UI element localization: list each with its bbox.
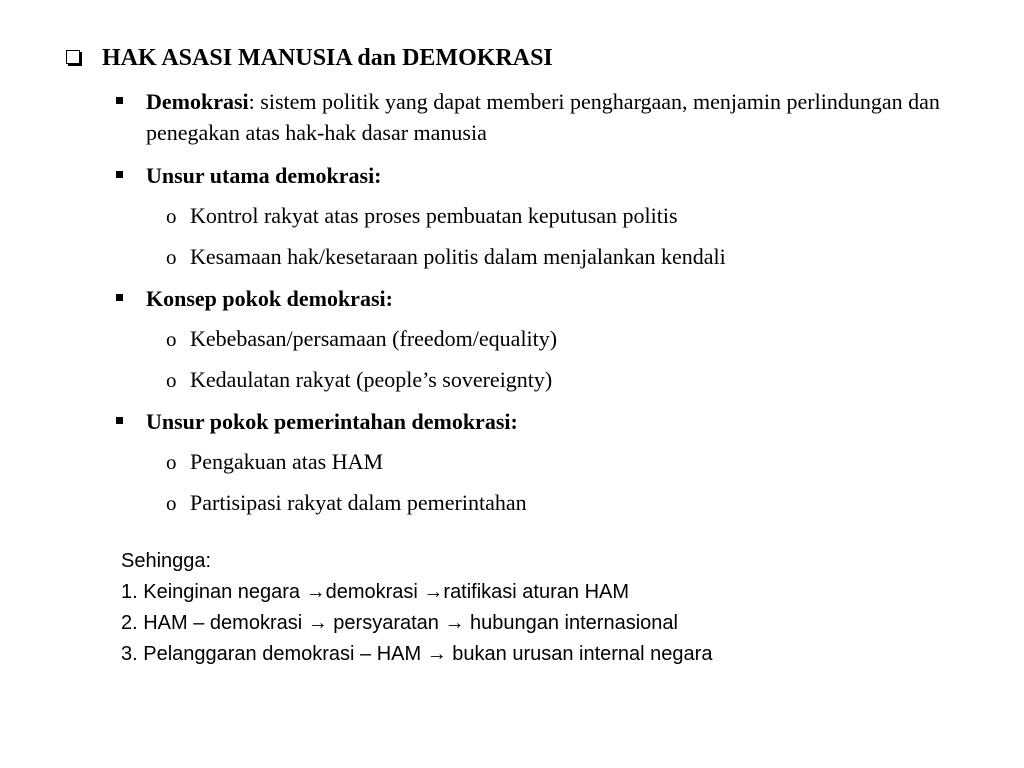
checkbox-bullet-icon [66, 50, 80, 64]
circle-bullet-icon: o [166, 368, 177, 392]
circle-bullet-icon: o [166, 327, 177, 351]
sub-item-text: Kedaulatan rakyat (people’s sovereignty) [190, 367, 553, 392]
circle-bullet-icon: o [166, 450, 177, 474]
sub-item-text: Kesamaan hak/kesetaraan politis dalam menjalankan kendali [190, 244, 726, 269]
square-bullet-icon [116, 294, 123, 301]
bullet-term: Konsep pokok demokrasi: [146, 286, 393, 311]
slide-title-row [66, 44, 553, 72]
bullet-text: : sistem politik yang dapat memberi penghargaan, menjamin perlindungan dan penegakan atas hak-hak dasar manusia [146, 89, 940, 145]
bullet-term: Demokrasi [146, 89, 249, 114]
circle-bullet-icon: o [166, 204, 177, 228]
square-bullet-icon [116, 97, 123, 104]
square-bullet-icon [116, 171, 123, 178]
bullet-term: Unsur utama demokrasi: [146, 163, 382, 188]
circle-bullet-icon: o [166, 245, 177, 269]
sub-item [166, 325, 558, 353]
bullet-item-konsep-pokok [146, 283, 946, 314]
sub-item-text: Kontrol rakyat atas proses pembuatan keputusan politis [190, 203, 678, 228]
bullet-item-demokrasi [146, 86, 946, 148]
sub-item [166, 243, 726, 271]
conclusion-line: 1. Keinginan negara →demokrasi →ratifikasi aturan HAM [121, 581, 630, 603]
conclusion-heading: Sehingga: [121, 550, 212, 572]
sub-item-text: Pengakuan atas HAM [190, 449, 384, 474]
conclusion-line: 2. HAM – demokrasi → persyaratan → hubungan internasional [121, 612, 678, 634]
slide-title: HAK ASASI MANUSIA dan DEMOKRASI [102, 45, 553, 71]
bullet-term: Unsur pokok pemerintahan demokrasi: [146, 409, 518, 434]
sub-item-text: Partisipasi rakyat dalam pemerintahan [190, 490, 527, 515]
sub-item [166, 202, 678, 230]
sub-item [166, 366, 553, 394]
sub-item [166, 489, 527, 517]
bullet-item-unsur-pokok [146, 406, 946, 437]
bullet-item-unsur-utama [146, 160, 946, 191]
sub-item-text: Kebebasan/persamaan (freedom/equality) [190, 326, 558, 351]
square-bullet-icon [116, 417, 123, 424]
circle-bullet-icon: o [166, 491, 177, 515]
conclusion-line: 3. Pelanggaran demokrasi – HAM → bukan urusan internal negara [121, 643, 713, 665]
sub-item [166, 448, 384, 476]
conclusion-block [121, 546, 712, 670]
